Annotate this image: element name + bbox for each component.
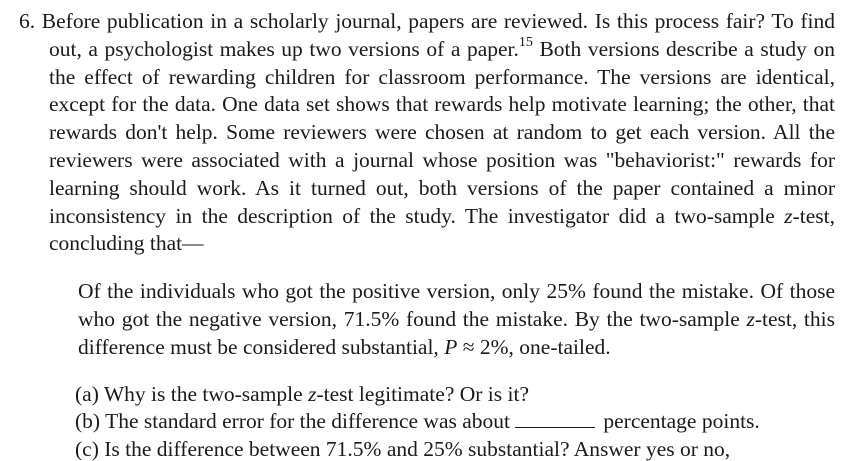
answer-blank[interactable]: [515, 411, 595, 428]
part-a-label: (a): [75, 381, 99, 406]
z-symbol: z: [784, 203, 793, 228]
problem-6: [0, 8, 853, 461]
part-a: [75, 381, 835, 409]
block-quote: [0, 278, 853, 361]
problem-number: 6.: [19, 9, 36, 33]
quote-text-3: ≈ 2%, one-tailed.: [457, 334, 611, 359]
problem-statement: [0, 8, 853, 258]
quote-z-symbol: z: [746, 306, 755, 331]
part-a-text-2: -test legitimate? Or is it?: [316, 381, 529, 406]
p-symbol: P: [444, 334, 458, 359]
part-c: [75, 436, 835, 461]
question-parts: [0, 381, 853, 461]
part-c-text-1: Is the difference between 71.5% and 25% substantial? Answer yes or no,: [98, 437, 731, 461]
part-a-z-symbol: z: [308, 381, 317, 406]
part-c-label: (c): [75, 437, 99, 461]
part-b: [75, 408, 835, 436]
problem-text-3: -test, concluding that—: [49, 203, 835, 256]
quote-text-2: -test, this difference must be considered substantial,: [78, 306, 835, 359]
quote-text-1: Of the individuals who got the positive version, only 25% found the mistake. Of those who got the negative version, 71.5% found the mistake. By the two-sample: [78, 279, 835, 331]
problem-text-2: Both versions describe a study on the effect of rewarding children for classroom performance. The versions are identical, except for the data. One data set shows that rewards help motivate learning; the other, that rewards don't help. Some reviewers were chosen at random to get each version. All the reviewers were associated with a journal whose position was "behaviorist:" rewards for learning should work. As it turned out, both versions of the paper contained a minor inconsistency in the description of the study. The investigator did a two-sample: [49, 36, 835, 228]
part-b-text-2: percentage points.: [598, 409, 760, 434]
part-b-label: (b): [75, 409, 101, 434]
problem-text-1: Before publication in a scholarly journal, papers are reviewed. Is this process fair? To find out, a psychologist makes up two versions of a paper.: [41, 9, 836, 61]
part-b-text-1: The standard error for the difference was about: [100, 409, 510, 434]
footnote-marker: 15: [518, 34, 533, 50]
part-a-text-1: Why is the two-sample: [98, 381, 309, 406]
